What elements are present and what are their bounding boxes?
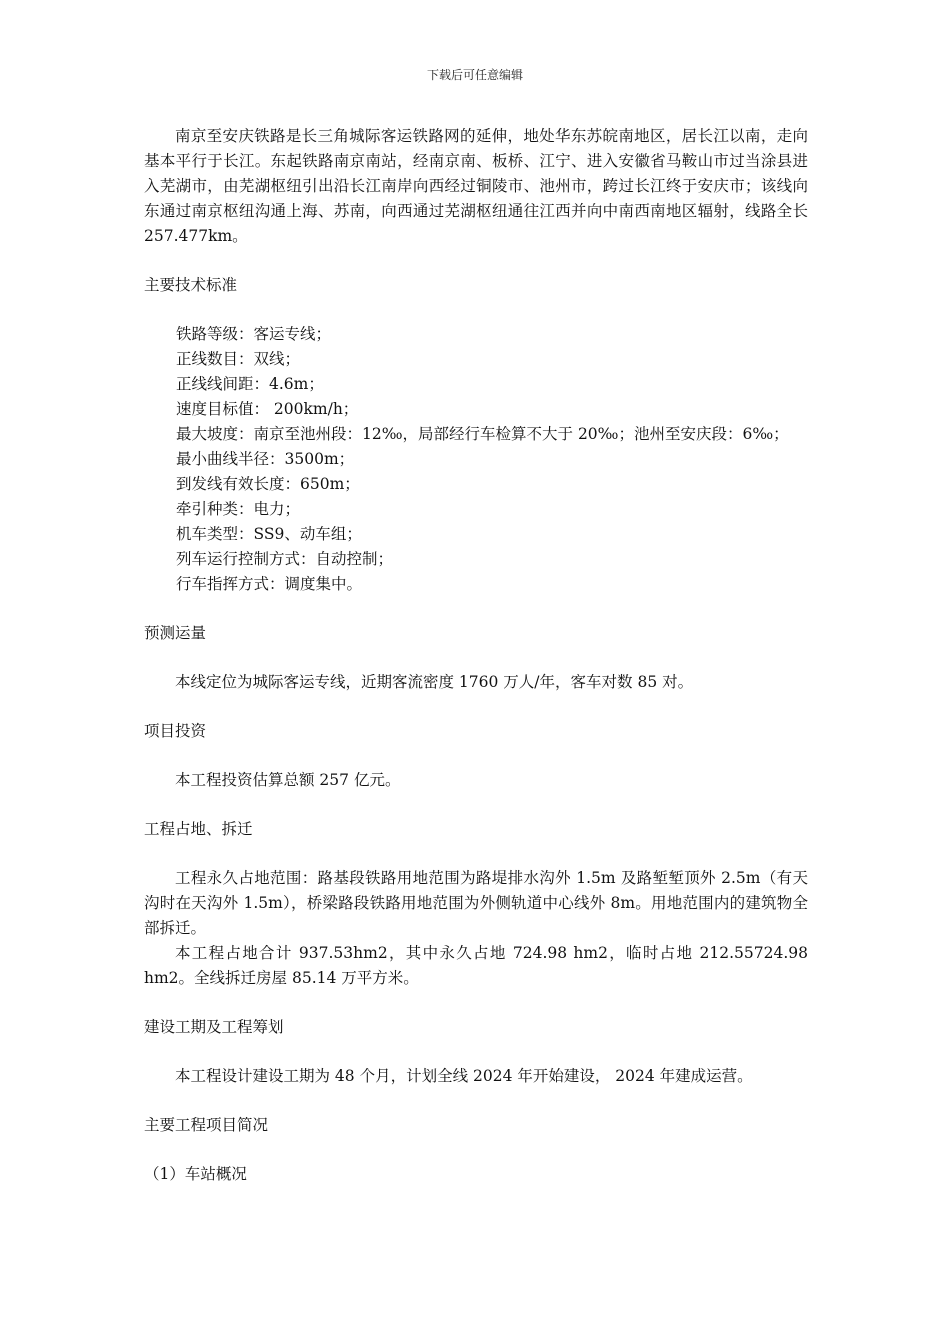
spec-item: 正线数目：双线；: [176, 350, 301, 368]
spec-item: 到发线有效长度：650m；: [176, 475, 360, 493]
spec-item: 速度目标值： 200km/h；: [176, 400, 359, 418]
section-title-land: 工程占地、拆迁: [144, 820, 253, 838]
forecast-paragraph: 本线定位为城际客运专线，近期客流密度 1760 万人/年，客车对数 85 对。: [175, 673, 694, 691]
subsection-title-stations: （1）车站概况: [144, 1165, 247, 1183]
spec-item: 机车类型：SS9、动车组；: [176, 525, 362, 543]
section-title-overview: 主要工程项目简况: [144, 1116, 269, 1134]
section-title-standards: 主要技术标准: [144, 276, 238, 294]
spec-item: 正线线间距：4.6m；: [176, 375, 324, 393]
standards-list: [144, 322, 808, 597]
section-title-investment: 项目投资: [144, 722, 207, 740]
schedule-paragraph: 本工程设计建设工期为 48 个月，计划全线 2024 年开始建设， 2024 年建成运营。: [175, 1067, 753, 1085]
spec-item: 铁路等级：客运专线；: [176, 325, 332, 343]
spec-item: 牵引种类：电力；: [176, 500, 301, 518]
section-title-schedule: 建设工期及工程筹划: [144, 1018, 284, 1036]
land-paragraph-1: 工程永久占地范围：路基段铁路用地范围为路堤排水沟外 1.5m 及路堑堑顶外 2.5m（有天沟时在天沟外 1.5m），桥梁路段铁路用地范围为外侧轨道中心线外 8m。用地范围内的建筑物全部拆迁。: [144, 869, 808, 937]
page-header: 下载后可任意编辑: [426, 68, 523, 82]
spec-item: 列车运行控制方式：自动控制；: [176, 550, 394, 568]
section-title-forecast: 预测运量: [144, 624, 207, 642]
investment-paragraph: 本工程投资估算总额 257 亿元。: [175, 771, 401, 789]
document-body: [144, 124, 808, 1187]
spec-item: 最大坡度：南京至池州段：12‰，局部经行车检算不大于 20‰；池州至安庆段：6‰；: [176, 425, 789, 443]
spec-item: 最小曲线半径：3500m；: [176, 450, 355, 468]
intro-paragraph: 南京至安庆铁路是长三角城际客运铁路网的延伸，地处华东苏皖南地区，居长江以南，走向基本平行于长江。东起铁路南京南站，经南京南、板桥、江宁、进入安徽省马鞍山市过当涂县进入芜湖市，由芜湖枢纽引出沿长江南岸向西经过铜陵市、池州市，跨过长江终于安庆市；该线向东通过南京枢纽沟通上海、苏南，向西通过芜湖枢纽通往江西并向中南西南地区辐射，线路全长 257.477km。: [144, 127, 808, 245]
spec-item: 行车指挥方式：调度集中。: [176, 575, 363, 593]
land-paragraph-2: 本工程占地合计 937.53hm2，其中永久占地 724.98 hm2，临时占地 212.55724.98 hm2。全线拆迁房屋 85.14 万平方米。: [144, 944, 808, 987]
